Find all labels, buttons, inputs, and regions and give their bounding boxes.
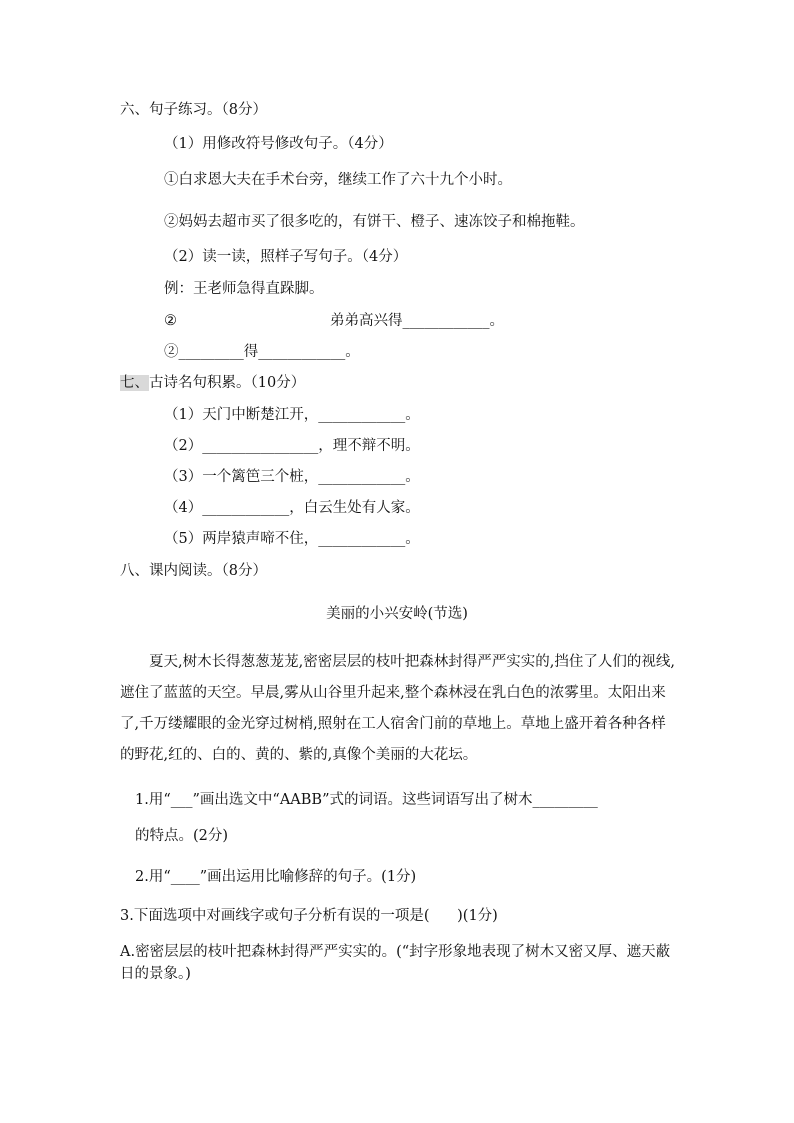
section7-item: （1）天门中断楚江开，____________。: [164, 407, 420, 423]
section6-sentence2: ②妈妈去超市买了很多吃的，有饼干、橙子、速冻饺子和棉拖鞋。: [164, 214, 585, 230]
section8-heading: 八、课内阅读。（8分）: [120, 563, 267, 579]
section7-item: （5）两岸猿声啼不住，____________。: [164, 531, 420, 547]
section7-item: （4）____________，白云生处有人家。: [164, 500, 420, 516]
section6-sentence1: ①白求恩大夫在手术台旁，继续工作了六十九个小时。: [164, 172, 512, 188]
section7-heading: [120, 373, 305, 393]
section6-item1-number: ②: [164, 313, 177, 329]
reading-option-a: A.密密层层的枝叶把森林封得严严实实的。(“封字形象地表现了树木又密又厚、遮天蔽日的景象。): [120, 944, 671, 982]
passage-text: 夏天,树木长得葱葱茏茏,密密层层的枝叶把森林封得严严实实的,挡住了人们的视线,遮住了蓝蓝的天空。早晨,雾从山谷里升起来,整个森林浸在乳白色的浓雾里。太阳出来了,千万缕耀眼的金光穿过树梢,照射在工人宿舍门前的草地上。草地上盛开着各种各样的野花,红的、白的、黄的、紫的,真像个美丽的大花坛。: [120, 654, 675, 763]
section6-example: 例：王老师急得直跺脚。: [164, 281, 324, 297]
section7-heading-highlight: 七、: [120, 375, 149, 391]
reading-question3: 3.下面选项中对画线字或句子分析有误的一项是( )(1分): [120, 908, 498, 924]
section6-question1: （1）用修改符号修改句子。（4分）: [164, 136, 393, 152]
section7-item: （3）一个篱笆三个桩，____________。: [164, 469, 420, 485]
section7-item: （2）________________，理不辩不明。: [164, 438, 420, 454]
section6-question2: （2）读一读，照样子写句子。（4分）: [164, 249, 408, 265]
section6-item1-text: 弟弟高兴得____________。: [330, 313, 504, 329]
passage-title: 美丽的小兴安岭(节选): [326, 606, 468, 622]
reading-question1-line2: 的特点。(2分): [135, 828, 229, 844]
section6-heading: 六、句子练习。（8分）: [120, 102, 267, 118]
section7-heading-text: 古诗名句积累。（10分）: [149, 375, 306, 391]
reading-question1-line1: 1.用“___”画出选文中“AABB”式的词语。这些词语写出了树木_________: [135, 792, 598, 808]
section6-item2: ②_________得____________。: [164, 344, 360, 360]
reading-question2: 2.用“____”画出运用比喻修辞的句子。(1分): [135, 869, 417, 885]
